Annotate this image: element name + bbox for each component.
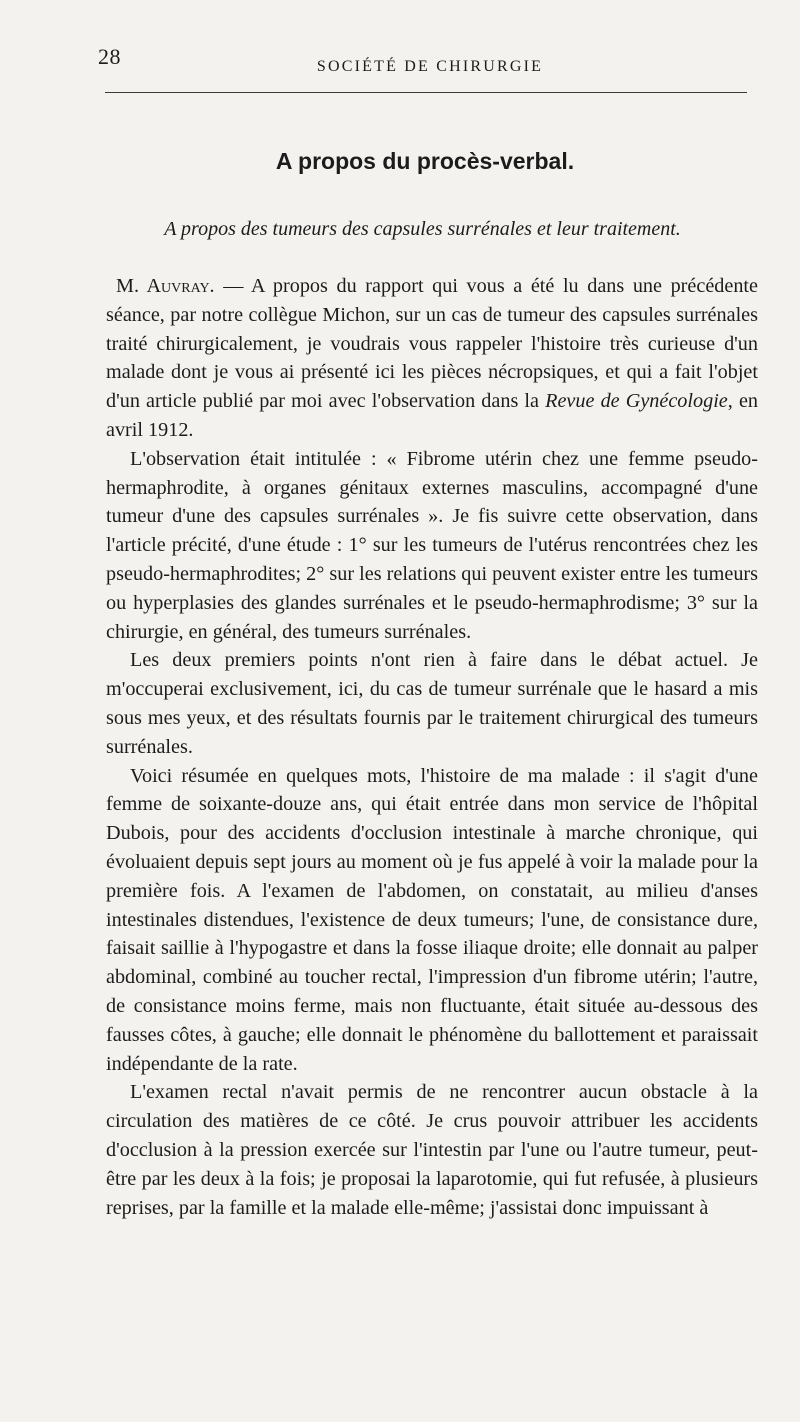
page-number: 28	[98, 44, 121, 69]
article-subtitle: A propos des tumeurs des capsules surrénales et leur traitement.	[164, 218, 681, 240]
paragraph: Les deux premiers points n'ont rien à faire dans le débat actuel. Je m'occuperai exclusivement, ici, du cas de tumeur surrénale que le hasard a mis sous mes yeux, et des résultats fournis par le traitement chirurgical des tumeurs surrénales.	[106, 649, 758, 758]
article-body	[106, 272, 758, 1222]
paragraph: L'examen rectal n'avait permis de ne rencontrer aucun obstacle à la circulation des matières de ce côté. Je crus pouvoir attribuer les accidents d'occlusion à la pression exercée sur l'intestin par l'une ou l'autre tumeur, peut-être par les deux à la fois; je proposai la laparotomie, qui fut refusée, à plusieurs reprises, par la famille et la malade elle-même; j'assistai donc impuissant à	[106, 1081, 758, 1219]
paragraph: Voici résumée en quelques mots, l'histoire de ma malade : il s'agit d'une femme de soixante-douze ans, qui était entrée dans mon service de l'hôpital Dubois, pour des accidents d'occlusion intestinale à marche chronique, qui évoluaient depuis sept jours au moment où je fus appelé à voir la malade pour la première fois. A l'examen de l'abdomen, on constatait, au milieu d'anses intestinales distendues, l'existence de deux tumeurs; l'une, de consistance dure, faisait saillie à l'hypogastre et dans la fosse iliaque droite; elle donnait au palper abdominal, combiné au toucher rectal, l'impression d'un fibrome utérin; l'autre, de consistance moins ferme, mais non fluctuante, était située au-dessous des fausses côtes, à gauche; elle donnait le phénomène du ballottement et paraissait indépendante de la rate.	[106, 764, 758, 1075]
speaker-name: M. Auvray.	[116, 275, 215, 297]
section-title: A propos du procès-verbal.	[275, 148, 575, 174]
running-head: SOCIÉTÉ DE CHIRURGIE	[316, 58, 544, 75]
paragraph-text: , en avril 1912.	[106, 390, 759, 441]
paragraph	[106, 272, 758, 445]
journal-title: Revue de Gynécologie	[545, 390, 728, 413]
paragraph: L'observation était intitulée : « Fibrome utérin chez une femme pseudo-hermaphrodite, à organes génitaux externes masculins, accompagné d'une tumeur d'une des capsules surrénales ». Je fis suivre cette observation, dans l'article précité, d'une étude : 1° sur les tumeurs de l'utérus rencontrées chez les pseudo-hermaphrodites; 2° sur les relations qui peuvent exister entre les tumeurs ou hyperplasies des glandes surrénales et le pseudo-hermaphrodisme; 3° sur la chirurgie, en général, des tumeurs surrénales.	[106, 447, 758, 643]
paragraph-text: — A propos du rapport qui vous a été lu dans une précédente séance, par notre collègue Michon, sur un cas de tumeur des capsules surrénales traité chirurgicalement, je voudrais vous rappeler l'histoire très curieuse d'un malade dont je vous ai présenté ici les pièces nécropsiques, et qui a fait l'objet d'un article publié par moi avec l'observation dans la	[106, 275, 758, 413]
header-rule	[105, 92, 747, 93]
